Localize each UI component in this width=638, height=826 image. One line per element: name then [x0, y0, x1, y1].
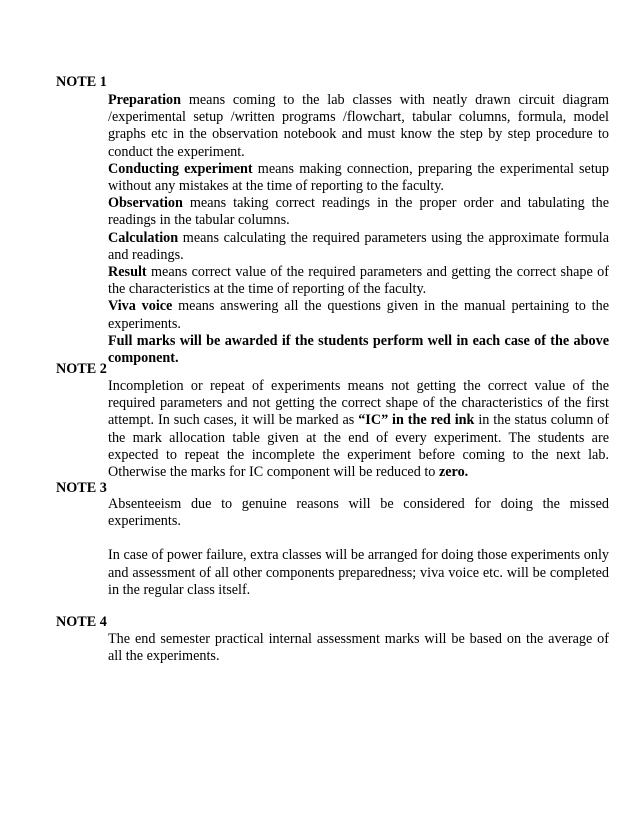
note-4-body [108, 631, 609, 665]
note-1-result [108, 264, 609, 298]
note-1-heading: NOTE 1 [56, 74, 107, 90]
note-1-preparation [108, 92, 609, 161]
result-term: Result [108, 264, 147, 281]
calculation-text: means calculating the required parameters using the approximate formula and readings. [108, 229, 609, 263]
note-4-heading: NOTE 4 [56, 614, 107, 630]
preparation-term: Preparation [108, 92, 182, 108]
note-2-bold-zero: zero. [438, 464, 469, 481]
note-1-conducting [108, 161, 609, 195]
note-4-paragraph-1: The end semester practical internal assessment marks will be based on the average of all the experiments. [108, 631, 609, 665]
note-1-full-marks [108, 333, 609, 367]
full-marks-text: Full marks will be awarded if the students perform well in each case of the above component. [108, 332, 609, 367]
note-3-paragraph-1: Absenteeism due to genuine reasons will be considered for doing the missed experiments. [108, 496, 609, 530]
note-2-paragraph [108, 378, 609, 481]
observation-term: Observation [108, 195, 183, 212]
note-2-text-2: in the status column of the mark allocation table given at the end of every experiment. The students are expected to repeat the incomplete the experiment before coming to the next lab. Otherwise the marks for IC component will be reduced to [108, 412, 610, 481]
note-2-body [108, 378, 609, 481]
note-2-bold-ic: “IC” in the red ink [358, 412, 475, 429]
calculation-term: Calculation [108, 229, 179, 246]
note-1-viva [108, 298, 609, 332]
result-text: means correct value of the required parameters and getting the correct shape of the characteristics at the time of reporting of the faculty. [108, 264, 609, 298]
note-1-body [108, 92, 609, 367]
note-2-text-1: Incompletion or repeat of experiments means not getting the correct value of the required parameters and not getting the correct shape of the characteristics of the first attempt. In such cases, it will be marked as [108, 378, 609, 429]
note-1-observation [108, 195, 609, 229]
conducting-term: Conducting experiment [108, 160, 253, 177]
note-2-heading: NOTE 2 [56, 361, 107, 377]
viva-term: Viva voice [108, 298, 173, 315]
conducting-text: means making connection, preparing the experimental setup without any mistakes at the time of reporting to the faculty. [108, 160, 609, 195]
observation-text: means taking correct readings in the proper order and tabulating the readings in the tabular columns. [108, 195, 609, 229]
preparation-text: means coming to the lab classes with neatly drawn circuit diagram /experimental setup /written programs /flowchart, tabular columns, formula, model graphs etc in the observation notebook and must know the step by step procedure to conduct the experiment. [108, 92, 609, 160]
viva-text: means answering all the questions given in the manual pertaining to the experiments. [108, 298, 609, 332]
note-3-heading: NOTE 3 [56, 480, 107, 496]
note-1-calculation [108, 230, 609, 264]
note-3-paragraph-2: In case of power failure, extra classes will be arranged for doing those experiments only and assessment of all other components preparedness; viva voice etc. will be completed in the regular class itself. [108, 547, 609, 598]
note-3-body [108, 496, 609, 599]
